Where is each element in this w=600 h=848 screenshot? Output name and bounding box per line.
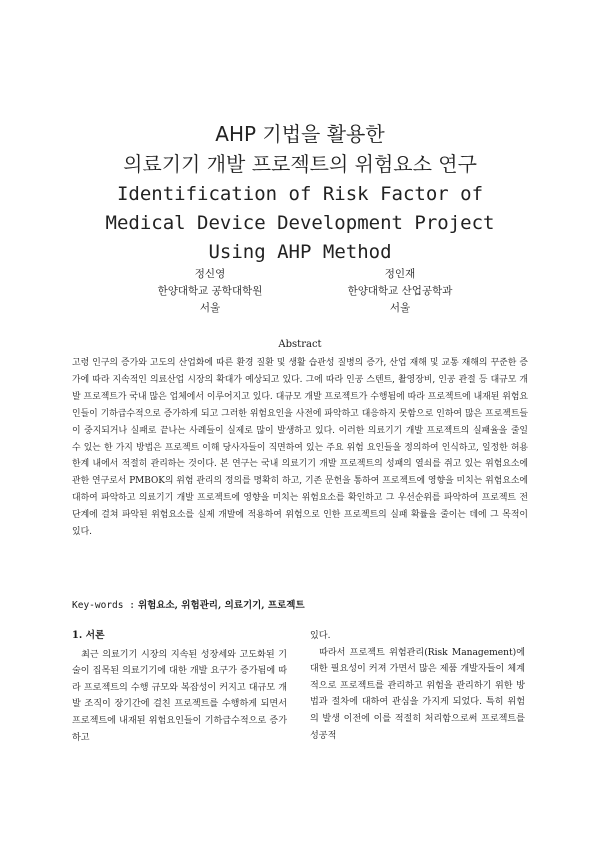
title-english-line2: Medical Device Development Project [105, 212, 495, 234]
right-column [310, 628, 525, 744]
title-korean-line1: AHP 기법을 활용한 [215, 122, 385, 146]
author-affiliation: 한양대학교 산업공학과 [347, 285, 453, 297]
abstract-text: 고령 인구의 증가와 고도의 산업화에 따른 환경 질환 및 생활 습관성 질병의 증가, 산업 재해 및 교통 재해의 꾸준한 증가에 따라 지속적인 의료산업 시장의 확대가 예상되고 있다. 그에 따라 인공 스텐트, 촬영장비, 인공 관절 등 대규모 개발 프로젝트가 국내 많은 업체에서 이루어지고 있다. 대규모 개발 프로젝트가 수행됨에 따라 프로젝트에 내재된 위험요인들이 기하급수적으로 증가하게 되고 그러한 위험요인을 사전에 파악하고 대응하지 못함으로 인하여 많은 프로젝트들이 중지되거나 실패로 끝나는 사례들이 실제로 많이 발생하고 있다. 이러한 의료기기 개발 프로젝트의 실패율을 줄일 수 있는 한 가지 방법은 프로젝트 이해 당사자들이 직면하여 있는 주요 위험 요인들을 정의하여 인식하고, 일정한 허용 한계 내에서 적절히 관리하는 것이다. 본 연구는 국내 의료기기 개발 프로젝트의 성패의 열쇠를 쥐고 있는 위험요소에 관한 연구로서 PMBOK의 위험 관리의 정의를 명확히 하고, 기존 문헌을 통하여 프로젝트에 영향을 미치는 위험요소에 대하여 파악하고 의료기기 개발 프로젝트에 영향을 미치는 위험요소를 확인하고 그 우선순위를 파악하여 프로젝트 전 단계에 걸쳐 파악된 위험요소를 실제 개발에 적용하여 위험으로 인한 프로젝트의 실패 확률을 줄이는 데에 그 목적이 있다. [72, 358, 528, 538]
author-affiliation: 한양대학교 공학대학원 [157, 285, 263, 297]
author-block-1 [120, 266, 300, 317]
title-english-line3: Using AHP Method [208, 241, 392, 263]
author-block-2 [310, 266, 490, 317]
abstract-body [72, 355, 528, 541]
abstract-heading: Abstract [278, 339, 322, 350]
intro-paragraph-1-continuation: 있다. [310, 631, 331, 641]
title-korean-line2: 의료기기 개발 프로젝트의 위험요소 연구 [123, 152, 477, 176]
author-name: 정인재 [384, 268, 416, 280]
author-location: 서울 [199, 302, 221, 314]
author-name: 정신영 [194, 268, 226, 280]
intro-paragraph-2: 따라서 프로젝트 위험관리(Risk Management)에 대한 필요성이 커져 가면서 많은 제품 개발자들이 체계적으로 프로젝트를 관리하고 위험을 관리하기 위한 방법과 절차에 대하여 관심을 가지게 되었다. 특히 위험의 발생 이전에 이를 적절히 처리함으로써 프로젝트를 성공적 [310, 647, 525, 741]
title-english-line1: Identification of Risk Factor of [116, 183, 484, 205]
left-column [72, 628, 287, 746]
keywords-line [72, 597, 305, 611]
section-heading-introduction: 1. 서론 [72, 630, 105, 641]
keywords-values: 위험요소, 위험관리, 의료기기, 프로젝트 [137, 600, 305, 611]
intro-paragraph-1: 최근 의료기기 시장의 지속된 성장세와 고도화된 기술이 집목된 의료기기에 대한 개발 요구가 증가됨에 따라 프로젝트의 수행 규모와 복잡성이 커지고 대규모 개발 조직이 장기간에 걸친 프로젝트를 수행하게 되면서 프로젝트에 내재된 위험요인들이 기하급수적으로 증가하고 [72, 649, 287, 743]
author-location: 서울 [389, 302, 411, 314]
keywords-label: Key-words : [72, 600, 135, 611]
